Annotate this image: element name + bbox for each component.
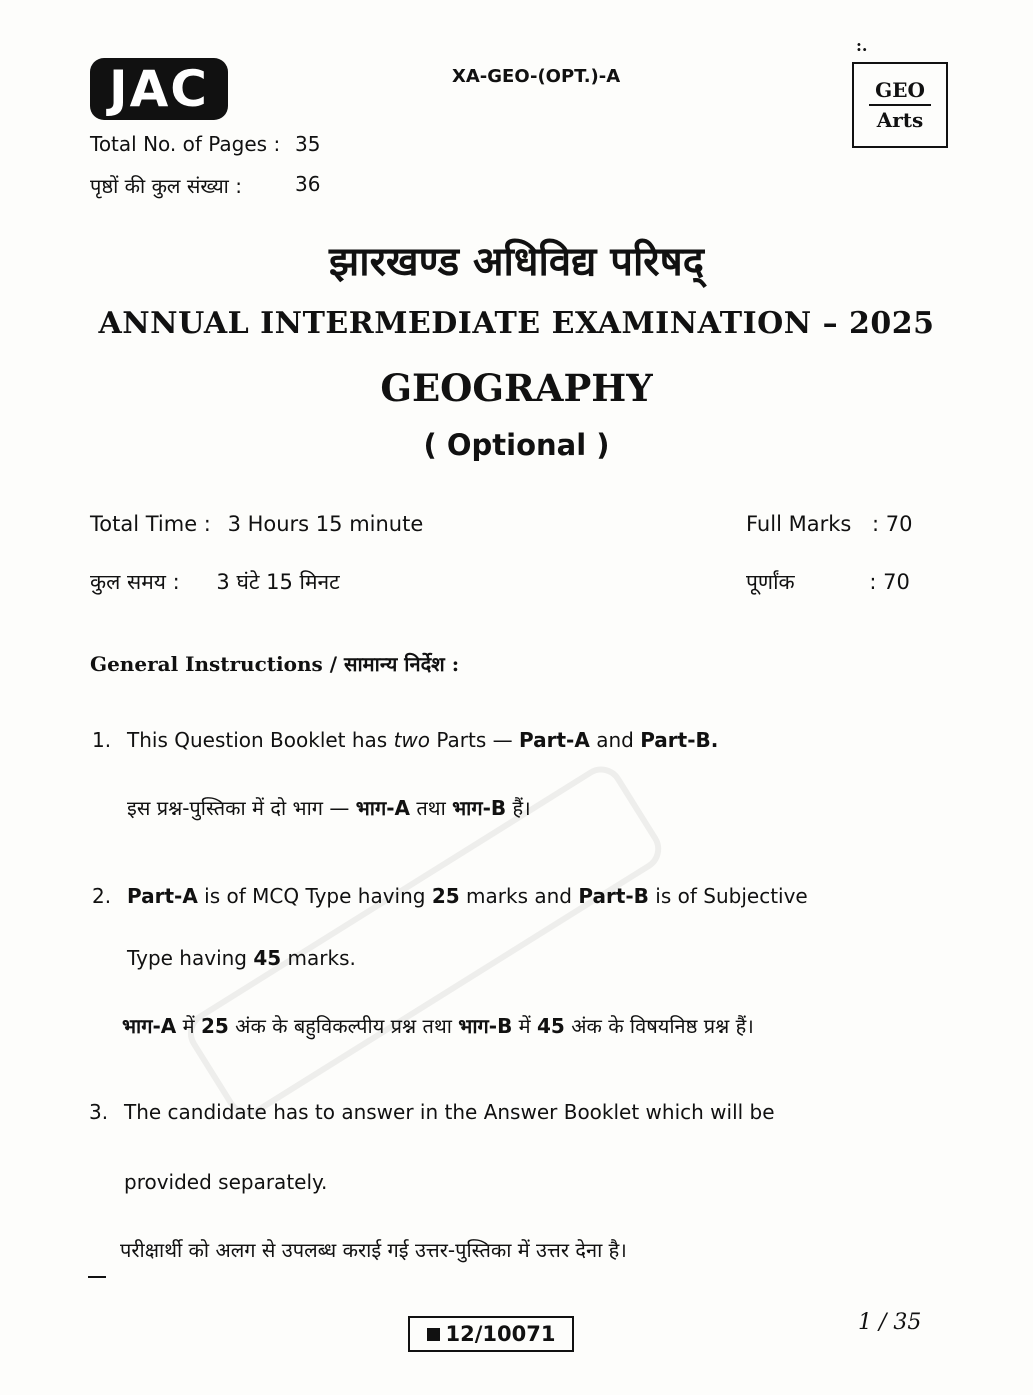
square-icon <box>427 1328 440 1341</box>
stream-subject: GEO <box>875 78 925 102</box>
instruction-1-en <box>92 728 719 752</box>
pages-en-label: Total No. of Pages : <box>90 132 281 156</box>
text-segment: भाग-A <box>355 796 411 820</box>
text-segment: marks and <box>459 884 579 908</box>
time-hi-label: कुल समय : <box>90 570 180 594</box>
text-segment: भाग-B <box>452 796 507 820</box>
stream-box <box>852 62 948 148</box>
text-segment: The candidate has to answer in the Answer Booklet which will be <box>124 1100 775 1124</box>
pages-hindi <box>90 172 321 199</box>
text-segment: Parts — <box>430 728 520 752</box>
margin-dash <box>88 1276 106 1278</box>
text-segment: 25 <box>431 884 460 908</box>
instruction-1-hi <box>127 794 531 821</box>
board-title-hindi: झारखण्ड अधिविद्य परिषद् <box>328 239 705 285</box>
time-hi <box>90 568 340 596</box>
exam-title: ANNUAL INTERMEDIATE EXAMINATION – 2025 <box>98 306 935 341</box>
paper-code: XA-GEO-(OPT.)-A <box>452 66 621 87</box>
time-en-label: Total Time : <box>90 512 211 536</box>
text-segment: Part-A <box>519 728 590 752</box>
text-segment: अंक के बहुविकल्पीय प्रश्न तथा <box>228 1014 459 1038</box>
marks-hi <box>746 568 910 596</box>
text-segment: Part-B. <box>640 728 719 752</box>
booklet-code-box <box>408 1316 574 1352</box>
marks-hi-label: पूर्णांक <box>746 570 795 594</box>
time-hi-value: 3 घंटे 15 मिनट <box>216 570 340 594</box>
jac-logo: JAC <box>90 58 228 120</box>
text-segment: में <box>512 1014 537 1038</box>
pages-hi-label: पृष्ठों की कुल संख्या : <box>90 174 242 198</box>
text-segment: Type having <box>127 946 254 970</box>
stream-divider <box>869 104 931 106</box>
pages-hi-value: 36 <box>295 172 321 196</box>
text-segment: Part-A <box>127 884 198 908</box>
marks-en <box>746 512 912 536</box>
time-en-value: 3 Hours 15 minute <box>227 512 424 536</box>
instruction-3-hi: परीक्षार्थी को अलग से उपलब्ध कराई गई उत्तर-पुस्तिका में उत्तर देना है। <box>120 1238 627 1262</box>
text-segment: two <box>393 728 431 752</box>
text-segment: This Question Booklet has <box>127 728 394 752</box>
text-segment: 45 <box>537 1014 565 1038</box>
text-segment: is of MCQ Type having <box>197 884 432 908</box>
marks-hi-value: : 70 <box>869 570 910 594</box>
text-segment: में <box>176 1014 201 1038</box>
instruction-1-number: 1. <box>92 728 112 752</box>
instruction-2-en-line2 <box>127 946 356 970</box>
instruction-2-number: 2. <box>92 884 112 908</box>
instruction-3-en-line2: provided separately. <box>124 1170 328 1194</box>
corner-mark: :. <box>856 36 868 55</box>
text-segment: 25 <box>200 1014 229 1038</box>
instruction-3-en-line1 <box>89 1100 775 1124</box>
text-segment: तथा <box>410 796 453 820</box>
instruction-2-en-line1 <box>92 884 808 908</box>
page-number: 1 / 35 <box>858 1310 922 1335</box>
marks-en-label: Full Marks <box>746 512 852 536</box>
text-segment: भाग-A <box>122 1014 177 1038</box>
text-segment: भाग-B <box>458 1014 513 1038</box>
text-segment: अंक के विषयनिष्ठ प्रश्न हैं। <box>564 1014 754 1038</box>
subject-title: GEOGRAPHY <box>380 366 653 410</box>
text-segment: इस प्रश्न-पुस्तिका में दो भाग — <box>127 796 356 820</box>
pages-english <box>90 132 321 156</box>
instructions-heading: General Instructions / सामान्य निर्देश : <box>90 652 460 676</box>
text-segment: and <box>589 728 641 752</box>
instruction-3-number: 3. <box>89 1100 109 1124</box>
marks-en-value: : 70 <box>872 512 913 536</box>
text-segment: Part-B <box>578 884 649 908</box>
optional-label: ( Optional ) <box>423 428 610 462</box>
instruction-2-hi <box>122 1012 754 1039</box>
time-en <box>90 512 423 536</box>
stream-name: Arts <box>876 108 924 132</box>
pages-en-value: 35 <box>295 132 321 156</box>
text-segment: हैं। <box>506 796 531 820</box>
booklet-code: 12/10071 <box>445 1322 556 1346</box>
text-segment: 45 <box>253 946 282 970</box>
text-segment: is of Subjective <box>648 884 808 908</box>
text-segment: marks. <box>281 946 356 970</box>
